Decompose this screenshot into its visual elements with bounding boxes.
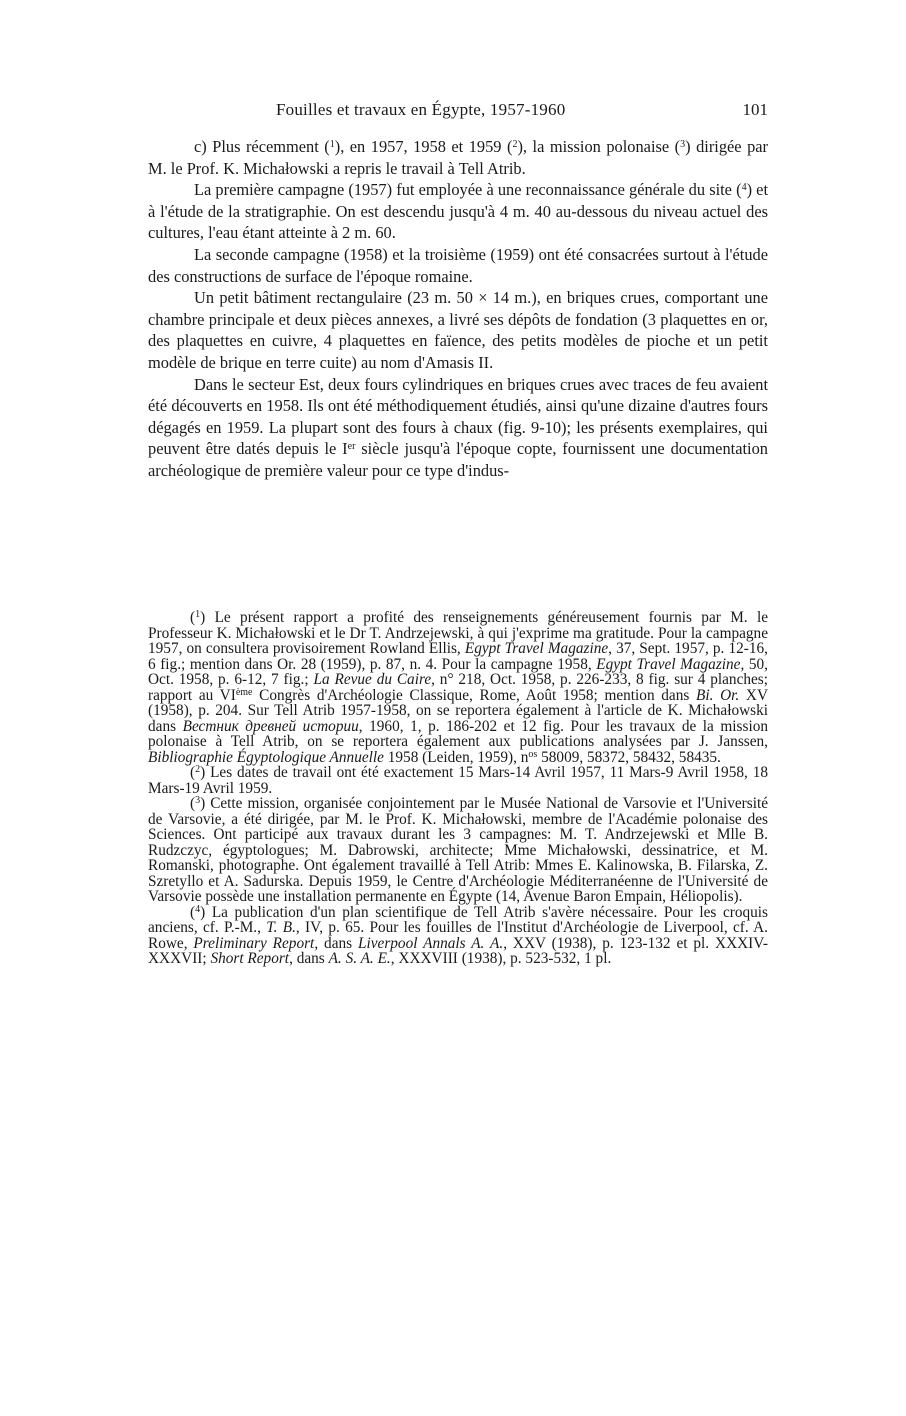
- footnote-4: ($^4$) La publication d'un plan scientifique de Tell Atrib s'avère nécessaire. Pour les croquis anciens, cf. P.-M., T. B., IV, p. 65. Pour les fouilles de l'Institut d'Archéologie de Liverpool, cf. A. Rowe, Preliminary Report, dans Liverpool Annals A. A., XXV (1938), p. 123-132 et pl. XXXIV-XXXVII; Short Report, dans A. S. A. E., XXXVIII (1938), p. 523-532, 1 pl.: [148, 903, 769, 967]
- text-run: siècle jusqu'à l'époque copte, fournissent une documentation archéologique de première valeur pour ce type d'indus-: [148, 439, 768, 480]
- footnote-ref-1[interactable]: 1: [329, 139, 335, 150]
- footnote-number: 2: [195, 764, 201, 775]
- text-run: Le présent rapport a profité des renseignements généreusement fournis par M. le Professeur K. Michałowski et le Dr T. Andrzejewski, à qui j'exprime ma gratitude. Pour la campagne 1957, on consultera provisoirement Rowland Ellis,: [148, 609, 768, 657]
- superscript-er: er: [347, 441, 356, 453]
- paragraph-1: [148, 136, 768, 179]
- text-run: ) dirigée par M. le Prof. K. Michałowski a repris le travail à Tell Atrib.: [148, 137, 769, 178]
- footnote-2: ($^2$) Les dates de travail ont été exactement 15 Mars-14 Avril 1957, 11 Mars-9 Avril 1958, 18 Mars-19 Avril 1959.: [148, 764, 768, 797]
- superscript: os: [528, 748, 538, 760]
- italic-title: La Revue du Caire: [313, 671, 432, 688]
- italic-title: Egypt Travel Magazine: [596, 655, 741, 673]
- text-run: Dans le secteur Est, deux fours cylindriques en briques crues avec traces de feu avaient été découverts en 1958. Ils ont été méthodiquement étudiés, ainsi qu'une dizaine d'autres fours dégagés en 1959. La plupart sont des fours à chaux (fig. 9-10); les présents exemplaires, qui peuvent être datés depuis le I: [148, 374, 768, 459]
- footnote-number: 4: [195, 903, 201, 915]
- main-text: [148, 136, 768, 482]
- text-run: ) et à l'étude de la stratigraphie. On est descendu jusqu'à 4 m. 40 au-dessous du niveau actuel des cultures, l'eau étant atteinte à 2 m. 60.: [148, 180, 768, 243]
- text-run: , 37, Sept. 1957, p. 12-16, 6 fig.; mention dans Or. 28 (1959), p. 87, n. 4. Pour la campagne 1958,: [148, 640, 768, 673]
- italic-title: A. S. A. E.: [328, 950, 391, 967]
- text-run: , n° 218, Oct. 1958, p. 226-233, 8 fig. sur 4 planches; rapport au VI: [148, 671, 769, 704]
- text-run: XV (1958), p. 204. Sur Tell Atrib 1957-1958, on se reportera également à l'article de K. Michałowski dans: [148, 686, 769, 735]
- page-number: 101: [742, 100, 768, 119]
- text-run: Cette mission, organisée conjointement par le Musée National de Varsovie et l'Université de Varsovie, a été dirigée, par M. le Prof. K. Michałowski, membre de l'Académie polonaise des Sciences. Ont participé aux travaux durant les 3 campagnes: M. T. Andrzejewski et Mlle B. Rudzczyc, égyptologues; M. Dabrowski, architecte; Mme Michałowski, dessinatrice, et M. Romanski, photographe. Ont également travaillé à Tell Atrib: Mmes E. Kalinowska, B. Filarska, Z. Szretyllo et A. Sadurska. Depuis 1959, le Centre d'Archéologie Méditerranéenne de l'Université de Varsovie possède une installation permanente en Égypte (14, Avenue Baron Empain, Héliopolis).: [148, 795, 768, 905]
- italic-title: Egypt Travel Magazine: [464, 640, 609, 657]
- paragraph-2: [148, 179, 768, 244]
- superscript: ème: [235, 686, 253, 698]
- footnote-number: 1: [195, 609, 201, 620]
- text-run: c) Plus récemment (: [194, 137, 330, 156]
- paragraph-4: Un petit bâtiment rectangulaire (23 m. 50 × 14 m.), en briques crues, comportant une chambre principale et deux pièces annexes, a livré ses dépôts de fondation (3 plaquettes en or, des plaquettes en cuivre, 4 plaquettes en faïence, des petits modèles de pioche et un petit modèle de brique en terre cuite) au nom d'Amasis II.: [148, 288, 768, 372]
- text-run: Les dates de travail ont été exactement 15 Mars-14 Avril 1957, 11 Mars-9 Avril 1958, 18 Mars-19 Avril 1959.: [148, 764, 768, 797]
- italic-title: Вестник древней истории: [182, 717, 359, 735]
- text-run: La publication d'un plan scientifique de Tell Atrib s'avère nécessaire. Pour les croquis anciens, cf. P.-M.,: [148, 903, 769, 936]
- footnote-ref-4[interactable]: 4: [741, 182, 747, 194]
- text-run: , dans: [314, 934, 358, 952]
- footnote-3: ($^3$) Cette mission, organisée conjointement par le Musée National de Varsovie et l'Université de Varsovie, a été dirigée, par M. le Prof. K. Michałowski, membre de l'Académie polonaise des Sciences. Ont participé aux travaux durant les 3 campagnes: M. T. Andrzejewski et Mlle B. Rudzczyc, égyptologues; M. Dabrowski, architecte; Mme Michałowski, dessinatrice, et M. Romanski, photographe. Ont également travaillé à Tell Atrib: Mmes E. Kalinowska, B. Filarska, Z. Szretyllo et A. Sadurska. Depuis 1959, le Centre d'Archéologie Méditerranéenne de l'Université de Varsovie possède une installation permanente en Égypte (14, Avenue Baron Empain, Héliopolis).: [148, 795, 768, 905]
- italic-title: Short Report: [210, 950, 290, 967]
- italic-title: Bibliographie Égyptologique Annuelle: [148, 748, 384, 766]
- footnotes: [148, 610, 768, 967]
- text-run: Congrès d'Archéologie Classique, Rome, Août 1958; mention dans: [252, 686, 696, 704]
- italic-title: Preliminary Report: [193, 934, 315, 952]
- footnote-ref-2[interactable]: 2: [512, 139, 518, 150]
- paragraph-5: [148, 374, 768, 482]
- running-header: [148, 100, 768, 124]
- paragraph-3: La seconde campagne (1958) et la troisième (1959) ont été consacrées surtout à l'étude des constructions de surface de l'époque romaine.: [148, 244, 768, 286]
- text-run: 1958 (Leiden, 1959), n: [383, 748, 529, 766]
- footnote-1: ($^1$) Le présent rapport a profité des renseignements généreusement fournis par M. le Professeur K. Michałowski et le Dr T. Andrzejewski, à qui j'exprime ma gratitude. Pour la campagne 1957, on consultera provisoirement Rowland Ellis, Egypt Travel Magazine, 37, Sept. 1957, p. 12-16, 6 fig.; mention dans Or. 28 (1959), p. 87, n. 4. Pour la campagne 1958, Egypt Travel Magazine, 50, Oct. 1958, p. 6-12, 7 fig.; La Revue du Caire, n° 218, Oct. 1958, p. 226-233, 8 fig. sur 4 planches; rapport au VIème Congrès d'Archéologie Classique, Rome, Août 1958; mention dans Bi. Or. XV (1958), p. 204. Sur Tell Atrib 1957-1958, on se reportera également à l'article de K. Michałowski dans Вестник древней истории, 1960, 1, p. 186-202 et 12 fig. Pour les travaux de la mission polonaise à Tell Atrib, on se reportera également aux publications analysées par J. Janssen, Bibliographie Égyptologique Annuelle 1958 (Leiden, 1959), $n^{os}$ 58009, 58372, 58432, 58435.: [148, 609, 769, 766]
- italic-title: Bi. Or.: [696, 686, 740, 704]
- text-run: 58009, 58372, 58432, 58435.: [537, 748, 721, 766]
- text-run: , dans: [289, 950, 329, 967]
- footnote-ref-3[interactable]: 3: [680, 139, 686, 150]
- text-run: , 50, Oct. 1958, p. 6-12, 7 fig.;: [148, 655, 768, 688]
- text-run: La première campagne (1957) fut employée à une reconnaissance générale du site (: [194, 180, 742, 200]
- text-run: , XXV (1938), p. 123-132 et pl. XXXIV-XXXVII;: [148, 934, 768, 967]
- italic-title: Liverpool Annals A. A.: [357, 934, 504, 952]
- text-run: , IV, p. 65. Pour les fouilles de l'Institut d'Archéologie de Liverpool, cf. A. Rowe,: [148, 919, 768, 952]
- text-run: , XXXVIII (1938), p. 523-532, 1 pl.: [390, 950, 612, 967]
- text-run: ), en 1957, 1958 et 1959 (: [334, 137, 513, 156]
- italic-title: T. B.: [266, 919, 296, 936]
- running-title: Fouilles et travaux en Égypte, 1957-1960: [276, 100, 566, 119]
- footnote-number: 3: [195, 795, 201, 806]
- text-run: , 1960, 1, p. 186-202 et 12 fig. Pour les travaux de la mission polonaise à Tell Atrib, on se reportera également aux publications analysées par J. Janssen,: [148, 717, 768, 750]
- text-run: ), la mission polonaise (: [517, 137, 681, 156]
